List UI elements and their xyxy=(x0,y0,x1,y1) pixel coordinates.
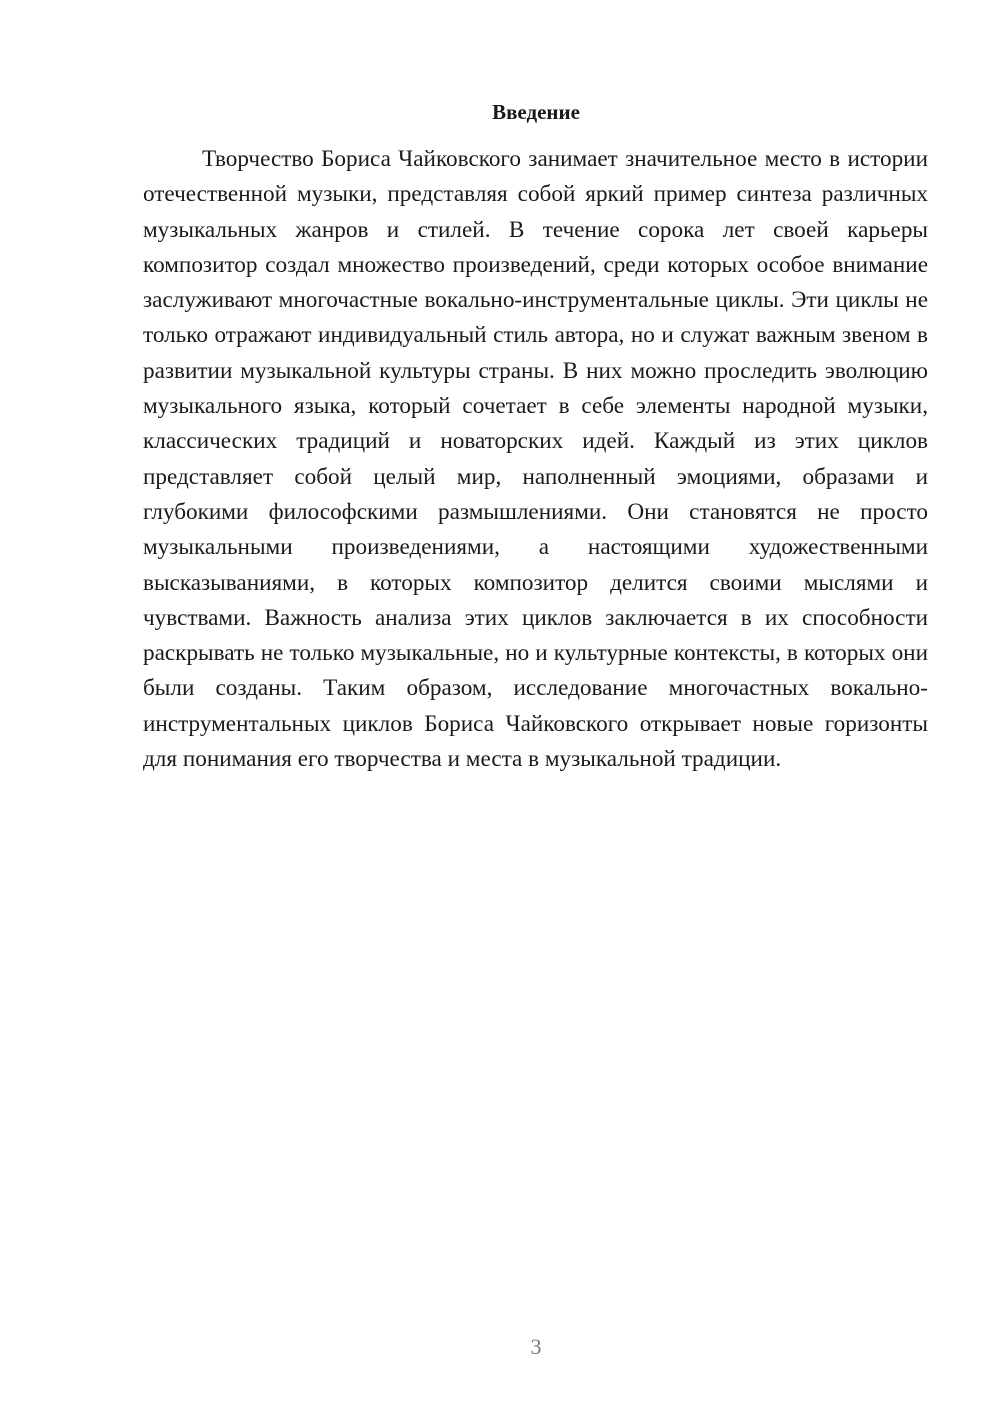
body-paragraph: Творчество Бориса Чайковского занимает значительное место в истории отечественной музыки, представляя собой яркий пример синтеза различных музыкальных жанров и стилей. В течение сорока лет своей карьеры композитор создал множество произведений, среди которых особое внимание заслуживают многочастные вокально-инструментальные циклы. Эти циклы не только отражают индивидуальный стиль автора, но и служат важным звеном в развитии музыкальной культуры страны. В них можно проследить эволюцию музыкального языка, который сочетает в себе элементы народной музыки, классических традиций и новаторских идей. Каждый из этих циклов представляет собой целый мир, наполненный эмоциями, образами и глубокими философскими размышлениями. Они становятся не просто музыкальными произведениями, а настоящими художественными высказываниями, в которых композитор делится своими мыслями и чувствами. Важность анализа этих циклов заключается в их способности раскрывать не только музыкальные, но и культурные контексты, в которых они были созданы. Таким образом, исследование многочастных вокально-инструментальных циклов Бориса Чайковского открывает новые горизонты для понимания его творчества и места в музыкальной традиции. xyxy=(143,146,928,773)
section-heading: Введение xyxy=(492,100,580,124)
page-number: 3 xyxy=(530,1334,542,1359)
